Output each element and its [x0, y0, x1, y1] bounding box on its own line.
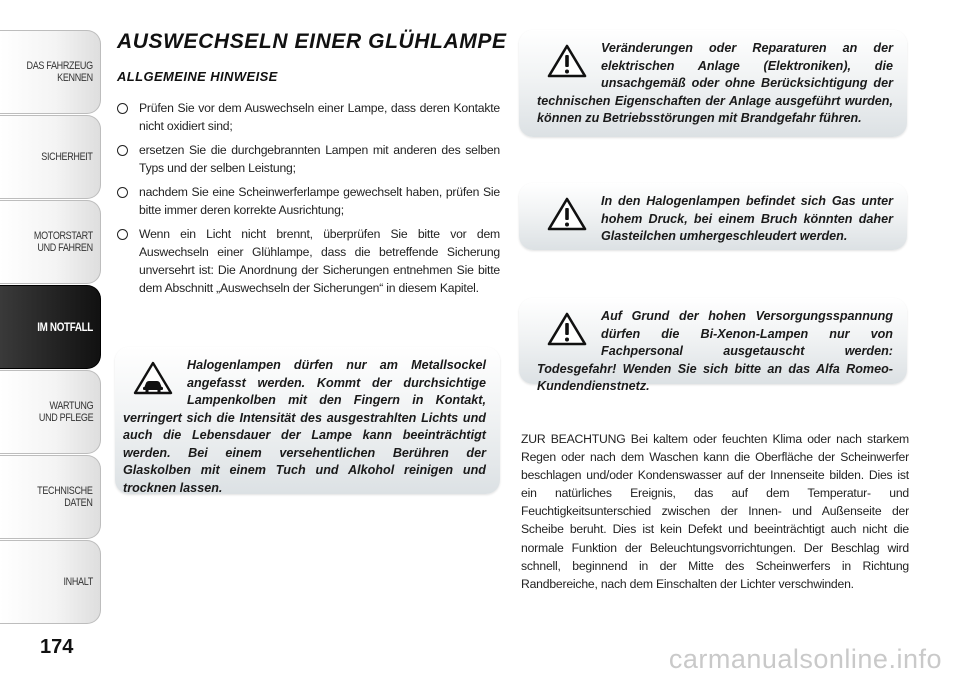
tab-label: TECHNISCHE DATEN [37, 485, 93, 509]
tab-label: MOTORSTART UND FAHREN [34, 230, 93, 254]
warning-box-bi-xenon [519, 298, 907, 393]
list-item [115, 141, 500, 177]
bullet-circle-icon [117, 145, 128, 156]
warning-triangle-icon [547, 197, 587, 231]
bullet-circle-icon [117, 187, 128, 198]
tab-sicherheit[interactable] [0, 115, 101, 199]
tab-label: IM NOTFALL [37, 320, 93, 334]
tab-inhalt[interactable] [0, 540, 101, 624]
tab-motorstart-und-fahren[interactable] [0, 200, 101, 284]
tab-label: WARTUNG UND PFLEGE [38, 400, 93, 424]
bullet-circle-icon [117, 103, 128, 114]
bullet-circle-icon [117, 229, 128, 240]
list-item-text: Wenn ein Licht nicht brennt, überprüfen Sie bitte vor dem Auswechseln einer Glühlampe, dass die betreffende Sicherung unversehrt ist: Die Anordnung der Sicherungen entnehmen Sie bitte dem Abschnitt „Auswechseln der Sicherungen“ in diesem Kapitel. [139, 227, 500, 295]
watermark: carmanualsonline.info [668, 644, 942, 674]
list-item [115, 183, 500, 219]
list-item-text: ersetzen Sie die durchgebrannten Lampen mit anderen des selben Typs und der selben Leistung; [139, 143, 500, 175]
tab-technische-daten[interactable] [0, 455, 101, 539]
page-number: 174 [40, 636, 74, 658]
list-item [115, 225, 500, 297]
warning-triangle-icon [547, 44, 587, 78]
warning-triangle-icon [547, 312, 587, 346]
warning-box-halogen-gas [519, 183, 907, 250]
warning-text: In den Halogenlampen befindet sich Gas unter hohem Druck, bei einem Bruch könnten daher Glasteilchen umhergeschleudert werden. [601, 194, 893, 243]
tab-das-fahrzeug-kennen[interactable] [0, 30, 101, 114]
tab-wartung-und-pflege[interactable] [0, 370, 101, 454]
list-item-text: nachdem Sie eine Scheinwerferlampe gewechselt haben, prüfen Sie bitte immer deren korrekte Ausrichtung; [139, 185, 500, 217]
tab-label: SICHERHEIT [41, 151, 93, 163]
lamp-handling-text: Halogenlampen dürfen nur am Metallsockel angefasst werden. Kommt der durchsichtige Lampenkolben mit den Fingern in Kontakt, verringert sich die Intensität des ausgestrahlten Lichts und auch die Lebensdauer der Lampe kann beeinträchtigt werden. Bei einem versehentlichen Berühren der Glaskolben mit einem Tuch und Alkohol reinigen und trocknen lassen. [123, 358, 486, 495]
tab-label: DAS FAHRZEUG KENNEN [26, 60, 93, 84]
section-subtitle: ALLGEMEINE HINWEISE [117, 69, 278, 84]
car-care-icon [133, 361, 173, 395]
hint-list [115, 99, 500, 303]
condensation-note: ZUR BEACHTUNG Bei kaltem oder feuchten Klima oder nach starkem Regen oder nach dem Waschen kann die Oberfläche der Scheinwerfer beschlagen und/oder Kondenswasser auf der Innenseite bilden. Dies ist ein natürliches Ereignis, das auf dem Temperatur- und Feuchtigkeitsunterschied zwischen der Innen- und Außenseite der Scheibe beruht. Dies ist kein Defekt und beeinträchtigt auch nicht die normale Funktion der Beleuchtungsvorrichtungen. Der Beschlag wird schnell, beginnend in der Mitte des Scheinwerfers in Richtung Randbereiche, nach dem Einschalten der Lichter verschwinden. [521, 432, 909, 591]
tab-label: INHALT [63, 576, 93, 588]
page-title: AUSWECHSELN EINER GLÜHLAMPE [117, 30, 507, 53]
lamp-handling-note [115, 347, 500, 494]
warning-text: Auf Grund der hohen Versorgungsspannung dürfen die Bi-Xenon-Lampen nur von Fachpersonal ausgetauscht werden: Todesgefahr! Wenden Sie sich bitte an das Alfa Romeo-Kundendienstnetz. [537, 309, 893, 393]
list-item-text: Prüfen Sie vor dem Auswechseln einer Lampe, dass deren Kontakte nicht oxidiert sind; [139, 101, 500, 133]
warning-text: Veränderungen oder Reparaturen an der elektrischen Anlage (Elektroniken), die unsachgemäß oder ohne Berücksichtigung der technischen Eigenschaften der Anlage ausgeführt wurden, können zu Betriebsstörungen mit Brandgefahr führen. [537, 41, 893, 125]
tab-im-notfall[interactable] [0, 285, 101, 369]
list-item [115, 99, 500, 135]
warning-box-electrical [519, 30, 907, 137]
